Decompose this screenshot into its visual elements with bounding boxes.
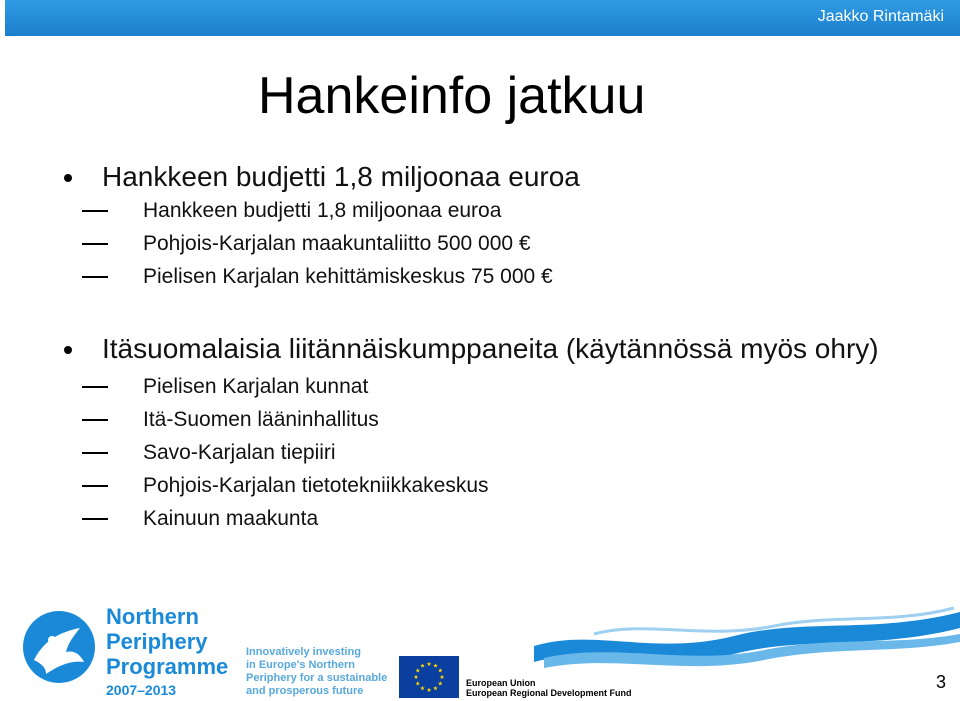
subitem-text: Pohjois-Karjalan tietotekniikkakeskus [143,474,489,497]
slide-number: 3 [935,672,946,692]
subitem-text: Pielisen Karjalan kunnat [143,375,369,398]
subitem [60,370,920,403]
npp-line2: Periphery [106,629,208,654]
subitem [60,469,920,502]
dash [82,419,108,421]
dash [82,452,108,454]
dash [82,518,108,520]
tagline-line: in Europe's Northern [246,659,355,671]
subitem-text: Kainuun maakunta [143,507,319,530]
wave-decoration-icon [534,606,960,676]
author-name: Jaakko Rintamäki [817,8,944,25]
subitem [60,436,920,469]
dash [82,386,108,388]
subitem [60,260,920,293]
programme-tagline [246,646,396,698]
slide-title: Hankeinfo jatkuu [258,67,646,125]
bullet-1-text: Hankkeen budjetti 1,8 miljoonaa euroa [102,161,580,192]
subitem-text: Itä-Suomen lääninhallitus [143,408,379,431]
npp-dove-icon [22,610,96,684]
subitem-text: Pohjois-Karjalan maakuntaliitto 500 000 € [143,232,531,255]
subitem-text: Pielisen Karjalan kehittämiskeskus 75 000 € [143,265,553,288]
tagline-line: Innovatively investing [246,646,361,658]
dash [82,485,108,487]
spacer [60,293,920,332]
subitem [60,194,920,227]
bullet-2-text: Itäsuomalaisia liitännäiskumppaneita (käytännössä myös ohry) [102,333,879,364]
subitem [60,227,920,260]
npp-line1: Northern [106,604,199,629]
eu-text [466,678,632,698]
npp-line3: Programme [106,654,229,679]
eu-flag-icon [399,656,459,698]
tagline-line: Periphery for a sustainable [246,672,388,684]
dash [82,276,108,278]
bullet-dot [64,346,72,354]
dash [82,210,108,212]
subitem-text: Savo-Karjalan tiepiiri [143,441,336,464]
eu-line2: European Regional Development Fund [466,688,632,698]
slide-content [60,160,920,535]
tagline-line: and prosperous future [246,685,364,697]
npp-logo [22,604,234,698]
eu-line1: European Union [466,678,536,688]
bullet-1 [60,160,920,194]
subitem [60,502,920,535]
npp-years: 2007–2013 [106,682,177,698]
subitem [60,403,920,436]
bullet-dot [64,174,72,182]
subitem-text: Hankkeen budjetti 1,8 miljoonaa euroa [143,199,502,222]
bullet-2 [60,332,920,366]
header-bar [5,0,960,36]
dash [82,243,108,245]
npp-wordmark [106,604,228,679]
